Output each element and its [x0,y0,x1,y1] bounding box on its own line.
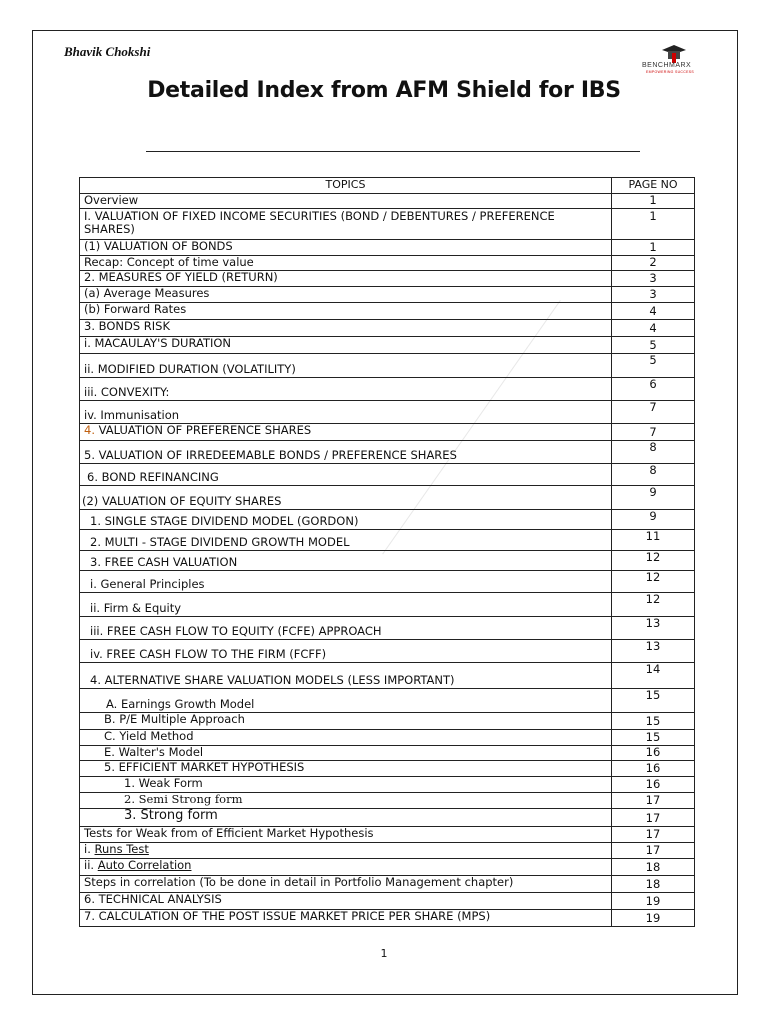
topic-cell: 6. TECHNICAL ANALYSIS [80,893,612,910]
topic-cell: Recap: Concept of time value [80,256,612,271]
page-cell: 1 [612,194,695,209]
topic-cell: C. Yield Method [80,730,612,746]
page-cell: 5 [612,337,695,354]
topic-cell: 7. CALCULATION OF THE POST ISSUE MARKET PRICE PER SHARE (MPS) [80,910,612,927]
topic-cell: 1. SINGLE STAGE DIVIDEND MODEL (GORDON) [80,510,612,530]
table-row [80,761,695,777]
topic-cell: I. VALUATION OF FIXED INCOME SECURITIES (BOND / DEBENTURES / PREFERENCE SHARES) [80,209,612,240]
logo-mortarboard-icon [640,44,706,64]
page-cell: 8 [612,441,695,464]
table-row [80,486,695,510]
page-cell: 12 [612,571,695,593]
table-row [80,209,695,240]
page-cell: 4 [612,320,695,337]
page-cell: 12 [612,551,695,571]
topic-cell: 3. BONDS RISK [80,320,612,337]
table-row [80,194,695,209]
page-cell: 15 [612,730,695,746]
table-row [80,401,695,424]
page-cell: 7 [612,424,695,441]
page-cell: 15 [612,713,695,730]
page-cell: 13 [612,617,695,640]
topic-cell: (b) Forward Rates [80,303,612,320]
page-cell: 4 [612,303,695,320]
topic-cell: 1. Weak Form [80,777,612,793]
table-row [80,746,695,761]
topics-header: TOPICS [80,178,612,194]
topic-number: i. [84,842,95,856]
topic-cell: 2. MULTI - STAGE DIVIDEND GROWTH MODEL [80,530,612,551]
table-row [80,809,695,827]
topic-cell: 2. MEASURES OF YIELD (RETURN) [80,271,612,287]
page-cell: 17 [612,827,695,843]
topic-text: Runs Test [94,842,149,856]
table-row [80,640,695,663]
topic-cell: 5. VALUATION OF IRREDEEMABLE BONDS / PREFERENCE SHARES [80,441,612,464]
table-row [80,441,695,464]
index-table [79,177,695,927]
page-cell: 19 [612,910,695,927]
topic-text: VALUATION OF PREFERENCE SHARES [94,423,312,437]
page-cell: 5 [612,354,695,378]
table-row [80,240,695,256]
table-header-row [80,178,695,194]
table-row [80,378,695,401]
table-row [80,464,695,486]
topic-cell: Tests for Weak from of Efficient Market Hypothesis [80,827,612,843]
table-row [80,320,695,337]
topic-cell: 3. FREE CASH VALUATION [80,551,612,571]
page-cell: 17 [612,793,695,809]
page-cell: 6 [612,378,695,401]
table-row [80,617,695,640]
topic-cell [80,424,612,441]
topic-cell [80,859,612,876]
topic-cell: iii. CONVEXITY: [80,378,612,401]
page-cell: 9 [612,486,695,510]
page-cell: 3 [612,287,695,303]
topic-cell: Overview [80,194,612,209]
topic-cell: 5. EFFICIENT MARKET HYPOTHESIS [80,761,612,777]
title-divider [146,151,640,152]
topic-number: 4. [84,423,95,437]
page-no-header: PAGE NO [612,178,695,194]
table-row [80,530,695,551]
page-cell: 13 [612,640,695,663]
topic-cell: (2) VALUATION OF EQUITY SHARES [80,486,612,510]
table-row [80,303,695,320]
page-cell: 12 [612,593,695,617]
table-row [80,256,695,271]
table-row [80,859,695,876]
page-cell: 15 [612,689,695,713]
logo-text: BENCHMARX [642,62,692,69]
topic-cell: 4. ALTERNATIVE SHARE VALUATION MODELS (LESS IMPORTANT) [80,663,612,689]
topic-cell: 6. BOND REFINANCING [80,464,612,486]
topic-cell: i. General Principles [80,571,612,593]
table-row [80,337,695,354]
table-row [80,777,695,793]
topic-text: Auto Correlation [97,858,192,872]
page-cell: 16 [612,746,695,761]
topic-cell: iv. Immunisation [80,401,612,424]
table-row [80,271,695,287]
table-row [80,713,695,730]
topic-cell: 3. Strong form [80,809,612,827]
page-title: Detailed Index from AFM Shield for IBS [147,78,621,103]
table-row [80,571,695,593]
page-cell: 18 [612,859,695,876]
topic-cell: iv. FREE CASH FLOW TO THE FIRM (FCFF) [80,640,612,663]
page-cell: 3 [612,271,695,287]
page-cell: 18 [612,876,695,893]
topic-number: ii. [84,858,98,872]
table-row [80,424,695,441]
page-cell: 14 [612,663,695,689]
table-row [80,354,695,378]
topic-cell: i. MACAULAY'S DURATION [80,337,612,354]
page-cell: 7 [612,401,695,424]
table-row [80,551,695,571]
page-cell: 17 [612,809,695,827]
topic-cell: B. P/E Multiple Approach [80,713,612,730]
topic-cell: A. Earnings Growth Model [80,689,612,713]
table-row [80,876,695,893]
table-row [80,510,695,530]
topic-cell: Steps in correlation (To be done in detail in Portfolio Management chapter) [80,876,612,893]
topic-cell: ii. MODIFIED DURATION (VOLATILITY) [80,354,612,378]
topic-cell: 2. Semi Strong form [80,793,612,809]
table-row [80,893,695,910]
page-cell: 11 [612,530,695,551]
page-cell: 16 [612,761,695,777]
page-cell: 9 [612,510,695,530]
table-row [80,843,695,859]
table-row [80,910,695,927]
page-cell: 16 [612,777,695,793]
table-row [80,663,695,689]
topic-cell: (a) Average Measures [80,287,612,303]
topic-cell: (1) VALUATION OF BONDS [80,240,612,256]
page-cell: 1 [612,240,695,256]
logo-tagline: EMPOWERING SUCCESS [646,70,694,74]
topic-cell: E. Walter's Model [80,746,612,761]
page-number: 1 [380,947,388,960]
table-row [80,593,695,617]
table-row [80,793,695,809]
author-name: Bhavik Chokshi [64,44,151,59]
page-cell: 2 [612,256,695,271]
table-row [80,827,695,843]
page-cell: 1 [612,209,695,240]
table-row [80,287,695,303]
table-row [80,730,695,746]
topic-cell: ii. Firm & Equity [80,593,612,617]
topic-cell: iii. FREE CASH FLOW TO EQUITY (FCFE) APPROACH [80,617,612,640]
table-row [80,689,695,713]
page-cell: 19 [612,893,695,910]
page-cell: 17 [612,843,695,859]
benchmarx-logo [640,44,706,74]
page-cell: 8 [612,464,695,486]
topic-cell [80,843,612,859]
